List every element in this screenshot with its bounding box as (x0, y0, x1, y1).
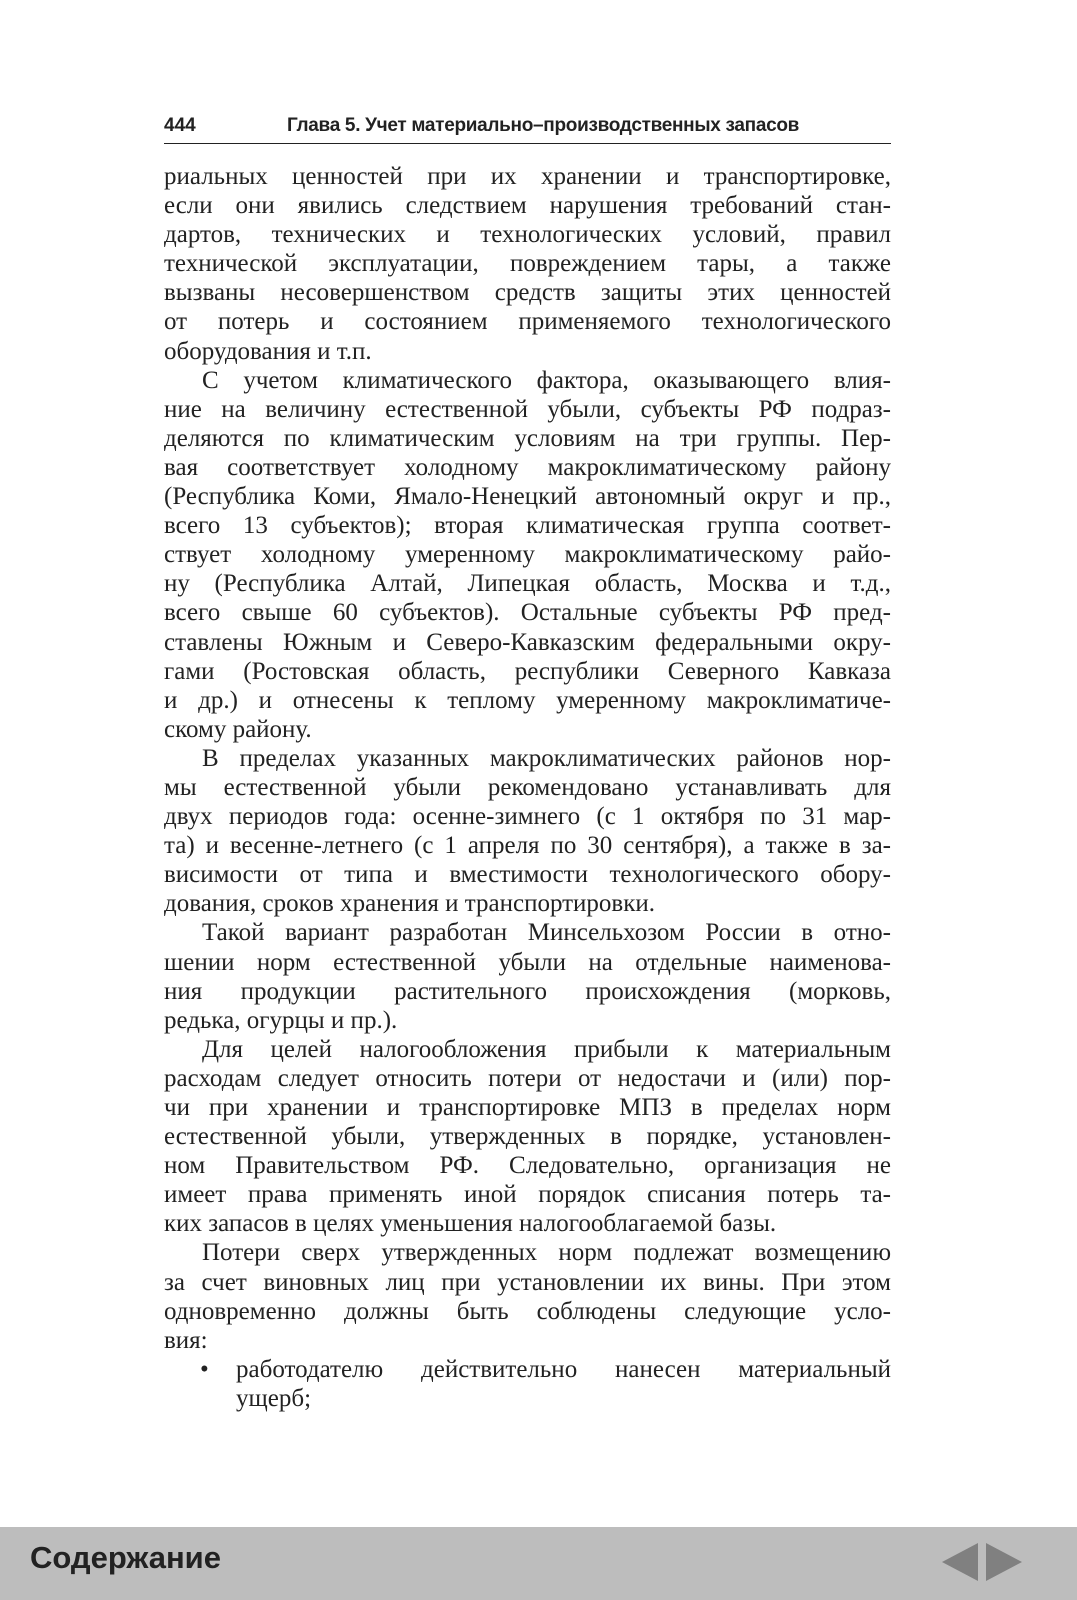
text-line-content: естественной убыли, утвержденных в порядке, установлен- (164, 1123, 891, 1151)
text-line-content: риальных ценностей при их хранении и транспортировке, (164, 163, 891, 190)
text-line-content: ущерб; (236, 1384, 312, 1412)
text-line (164, 1180, 891, 1209)
text-line (164, 1035, 891, 1064)
bullet-mark: • (200, 1355, 209, 1383)
text-line (164, 453, 891, 482)
text-line (164, 918, 891, 947)
text-line (164, 802, 891, 831)
text-line (164, 511, 891, 540)
text-line-content: ких запасов в целях уменьшения налогооблагаемой базы. (164, 1210, 777, 1238)
text-line-content: всего свыше 60 субъектов). Остальные субъекты РФ пред- (164, 599, 891, 627)
text-line (164, 1209, 891, 1238)
text-line (164, 307, 891, 336)
text-line (164, 1297, 891, 1326)
text-line (164, 1064, 891, 1093)
text-line (164, 773, 891, 802)
text-line-content: дартов, технических и технологических условий, правил (164, 221, 891, 249)
text-line (164, 569, 891, 598)
text-line-content: ствует холодному умеренному макроклиматическому райо- (164, 541, 891, 569)
text-line (164, 482, 891, 511)
text-line-content: работодателю действительно нанесен материальный (236, 1355, 891, 1383)
text-line-content: если они явились следствием нарушения требований стан- (164, 192, 891, 220)
text-line (164, 191, 891, 220)
text-line-content: та) и весенне-летнего (с 1 апреля по 30 сентября), а также в за- (164, 832, 891, 860)
text-line-content: и др.) и отнесены к теплому умеренному макроклиматиче- (164, 686, 891, 714)
page-nav-arrows (942, 1543, 1022, 1581)
text-line-content: висимости от типа и вместимости технологического обору- (164, 861, 891, 889)
text-line-content: ну (Республика Алтай, Липецкая область, Москва и т.д., (164, 570, 891, 598)
contents-link[interactable]: Содержание (30, 1540, 221, 1575)
text-line (164, 278, 891, 307)
body-text (164, 162, 891, 1413)
text-line-content: С учетом климатического фактора, оказывающего влия- (202, 366, 891, 394)
text-line-content: вия: (164, 1326, 208, 1354)
text-line (164, 220, 891, 249)
text-line-content: ставлены Южным и Северо-Кавказским федеральными окру- (164, 628, 891, 656)
text-line (164, 860, 891, 889)
text-line-content: гами (Ростовская область, республики Северного Кавказа (164, 657, 891, 685)
text-line-content: чи при хранении и транспортировке МПЗ в пределах норм (164, 1094, 891, 1121)
text-line-content: ния продукции растительного происхождения (морковь, (164, 977, 891, 1005)
text-line (164, 686, 891, 715)
text-line-content: (Республика Коми, Ямало-Ненецкий автономный округ и пр., (164, 483, 891, 511)
text-line (164, 1326, 891, 1355)
text-line (164, 249, 891, 278)
text-line-content: скому району. (164, 715, 312, 743)
text-line-content: ние на величину естественной убыли, субъекты РФ подраз- (164, 395, 891, 423)
text-line-content: Для целей налогообложения прибыли к материальным (202, 1035, 891, 1063)
text-line (164, 1151, 891, 1180)
text-line (164, 424, 891, 453)
text-line (164, 628, 891, 657)
text-line-content: редька, огурцы и пр.). (164, 1006, 398, 1034)
text-line (164, 831, 891, 860)
text-line-content: от потерь и состоянием применяемого технологического (164, 308, 891, 336)
text-line-content: Потери сверх утвержденных норм подлежат возмещению (202, 1239, 891, 1267)
previous-page-icon[interactable] (942, 1543, 978, 1581)
text-line (164, 1238, 891, 1267)
text-line (164, 366, 891, 395)
text-line (164, 1355, 891, 1384)
text-line-content: двух периодов года: осенне-зимнего (с 1 октября по 31 мар- (164, 803, 891, 831)
text-line-content: мы естественной убыли рекомендовано устанавливать для (164, 773, 891, 801)
text-line (164, 395, 891, 424)
text-line-content: деляются по климатическим условиям на три группы. Пер- (164, 424, 891, 452)
text-line-content: технической эксплуатации, повреждением тары, а также (164, 250, 891, 278)
text-line (164, 948, 891, 977)
text-line (164, 1122, 891, 1151)
text-line (164, 977, 891, 1006)
text-line (164, 540, 891, 569)
text-line (164, 1093, 891, 1122)
text-line-content: оборудования и т.п. (164, 337, 372, 365)
text-line-content: всего 13 субъектов); вторая климатическая группа соответ- (164, 512, 891, 540)
next-page-icon[interactable] (986, 1543, 1022, 1581)
text-line (164, 889, 891, 918)
text-line-content: одновременно должны быть соблюдены следующие усло- (164, 1297, 891, 1325)
text-line-content: вая соответствует холодному макроклиматическому району (164, 453, 891, 481)
text-line-content: шении норм естественной убыли на отдельные наименова- (164, 948, 891, 976)
text-line (164, 1268, 891, 1297)
text-line (164, 1384, 891, 1413)
text-line-content: имеет права применять иной порядок списания потерь та- (164, 1181, 891, 1209)
text-line-content: вызваны несовершенством средств защиты этих ценностей (164, 279, 891, 307)
footer-nav-bar (0, 1527, 1077, 1600)
text-line-content: ном Правительством РФ. Следовательно, организация не (164, 1152, 891, 1180)
text-line (164, 1006, 891, 1035)
text-line-content: Такой вариант разработан Минсельхозом России в отно- (202, 919, 891, 947)
text-line-content: за счет виновных лиц при установлении их вины. При этом (164, 1268, 891, 1296)
chapter-title: Глава 5. Учет материально–производственных запасов (287, 115, 800, 136)
text-line-content: В пределах указанных макроклиматических районов нор- (202, 744, 891, 772)
text-line (164, 715, 891, 744)
running-head (164, 113, 891, 144)
text-line (164, 337, 891, 366)
text-line-content: расходам следует относить потери от недостачи и (или) пор- (164, 1064, 891, 1092)
text-line (164, 162, 891, 191)
text-line (164, 657, 891, 686)
text-line (164, 598, 891, 627)
text-line-content: дования, сроков хранения и транспортировки. (164, 890, 656, 918)
text-line (164, 744, 891, 773)
page-number: 444 (164, 115, 196, 136)
